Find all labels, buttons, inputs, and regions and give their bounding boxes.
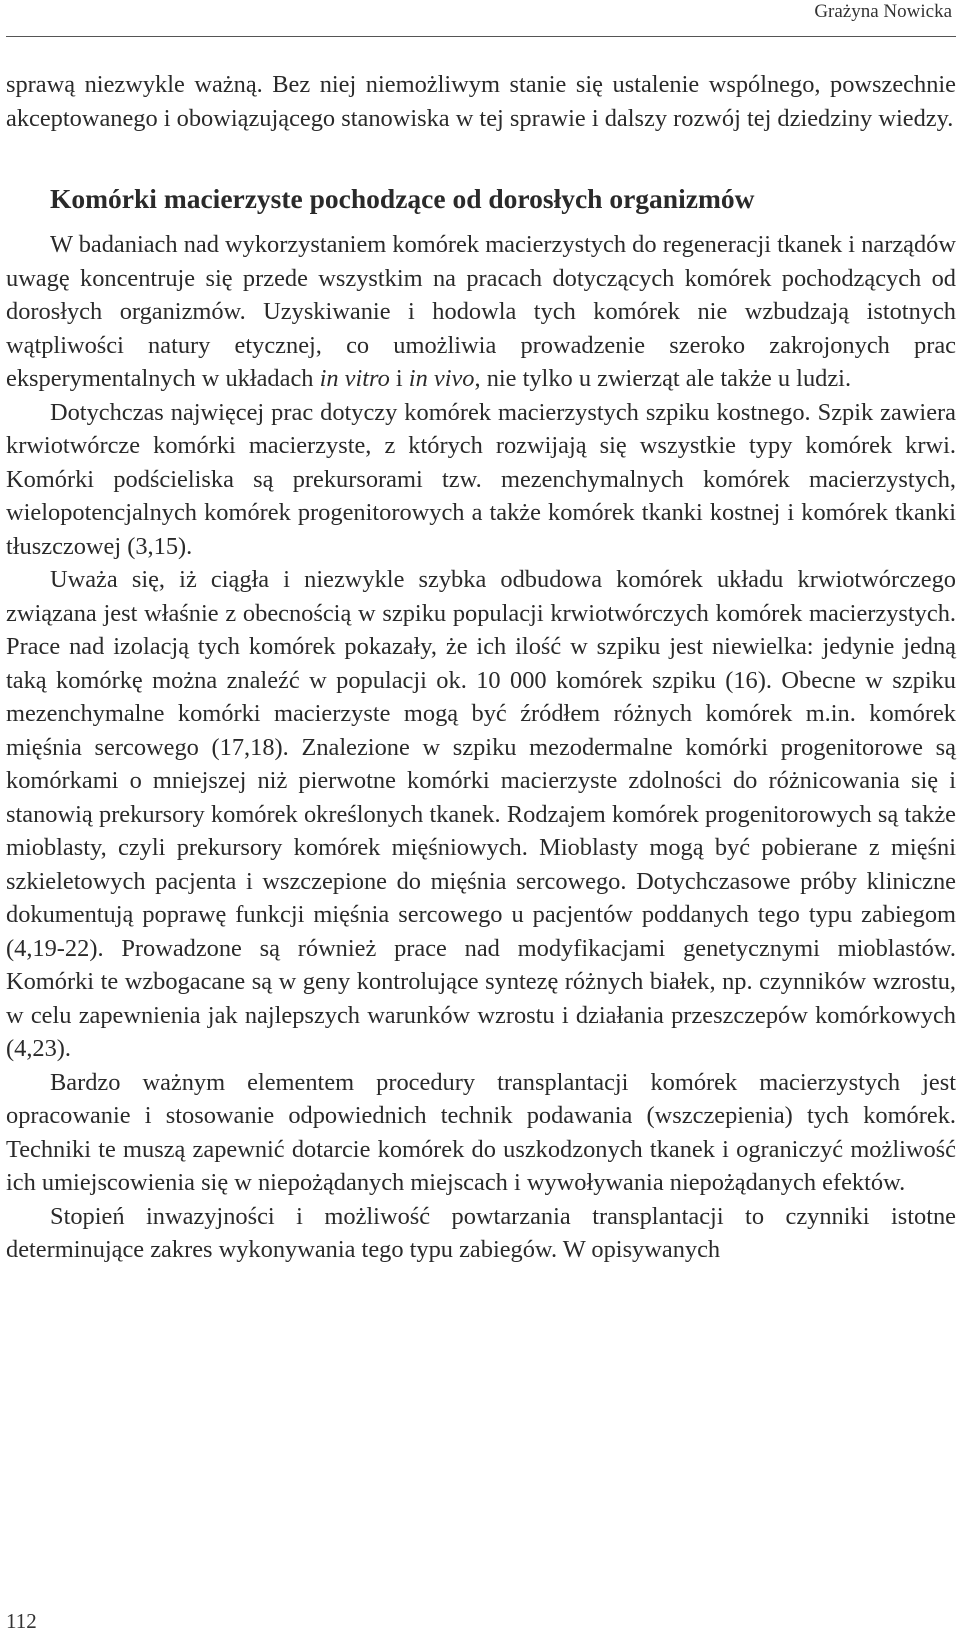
paragraph-1-text-a: W badaniach nad wykorzystaniem komórek macierzystych do regeneracji tkanek i narządów uwagę koncentruje się przede wszystkim na pracach dotyczących komórek pochodzących od dorosłych organizmów. Uzyskiwanie i hodowla tych komórek nie wzbudzają istotnych wątpliwości natury etycznej, co umożliwia prowadzenie szeroko zakrojonych prac eksperymentalnych w układach	[6, 231, 956, 392]
paragraph-3: Uważa się, iż ciągła i niezwykle szybka odbudowa komórek układu krwiotwórczego związana jest właśnie z obecnością w szpiku populacji krwiotwórczych komórek macierzystych. Prace nad izolacją tych komórek pokazały, że ich ilość w szpiku jest niewielka: jedynie jedną taką komórkę można znaleźć w populacji ok. 10 000 komórek szpiku (16). Obecne w szpiku mezenchymalne komórki macierzyste mogą być źródłem różnych komórek m.in. komórek mięśnia sercowego (17,18). Znalezione w szpiku mezodermalne komórki progenitorowe są komórkami o mniejszej niż pierwotne komórki macierzyste zdolności do różnicowania się i stanowią prekursory komórek określonych tkanek. Rodzajem komórek progenitorowych są także mioblasty, czyli prekursory komórek mięśniowych. Mioblasty mogą być pobierane z mięśni szkieletowych pacjenta i wszczepione do mięśnia sercowego. Dotychczasowe próby kliniczne dokumentują poprawę funkcji mięśnia sercowego u pacjentów poddanych tego typu zabiegom (4,19-22). Prowadzone są również prace nad modyfikacjami genetycznymi mioblastów. Komórki te wzbogacane są w geny kontrolujące syntezę różnych białek, np. czynników wzrostu, w celu zapewnienia jak najlepszych warunków wzrostu i działania przeszczepów komórkowych (4,23).	[6, 566, 956, 1062]
header-rule	[6, 36, 956, 37]
paragraph-2: Dotychczas najwięcej prac dotyczy komórek macierzystych szpiku kostnego. Szpik zawiera krwiotwórcze komórki macierzyste, z których rozwijają się wszystkie typy komórek krwi. Komórki podścieliska są prekursorami tzw. mezenchymalnych komórek macierzystych, wielopotencjalnych komórek progenitorowych a także komórek tkanki kostnej i komórek tkanki tłuszczowej (3,15).	[6, 398, 956, 560]
page-number: 112	[6, 1609, 37, 1633]
intro-paragraph: sprawą niezwykle ważną. Bez niej niemożliwym stanie się ustalenie wspólnego, powszechnie akceptowanego i obowiązującego stanowiska w tej sprawie i dalszy rozwój tej dziedziny wiedzy.	[6, 71, 956, 132]
paragraph-1-text-c: , nie tylko u zwierząt ale także u ludzi.	[474, 365, 852, 392]
italic-in-vitro: in vitro	[319, 365, 390, 392]
paragraph-1	[6, 228, 956, 396]
italic-in-vivo: in vivo	[408, 365, 475, 392]
section-heading: Komórki macierzyste pochodzące od dorosłych organizmów	[50, 183, 755, 214]
body-text	[6, 68, 956, 1267]
paragraph-4: Bardzo ważnym elementem procedury transplantacji komórek macierzystych jest opracowanie i stosowanie odpowiednich technik podawania (wszczepienia) tych komórek. Techniki te muszą zapewnić dotarcie komórek do uszkodzonych tkanek i ograniczyć możliwość ich umiejscowienia się w niepożądanych miejscach i wywoływania niepożądanych efektów.	[6, 1068, 956, 1196]
paragraph-1-text-b: i	[389, 365, 409, 392]
running-header-author: Grażyna Nowicka	[814, 1, 952, 22]
paragraph-5: Stopień inwazyjności i możliwość powtarzania transplantacji to czynniki istotne determinujące zakres wykonywania tego typu zabiegów. W opisywanych	[6, 1202, 956, 1263]
